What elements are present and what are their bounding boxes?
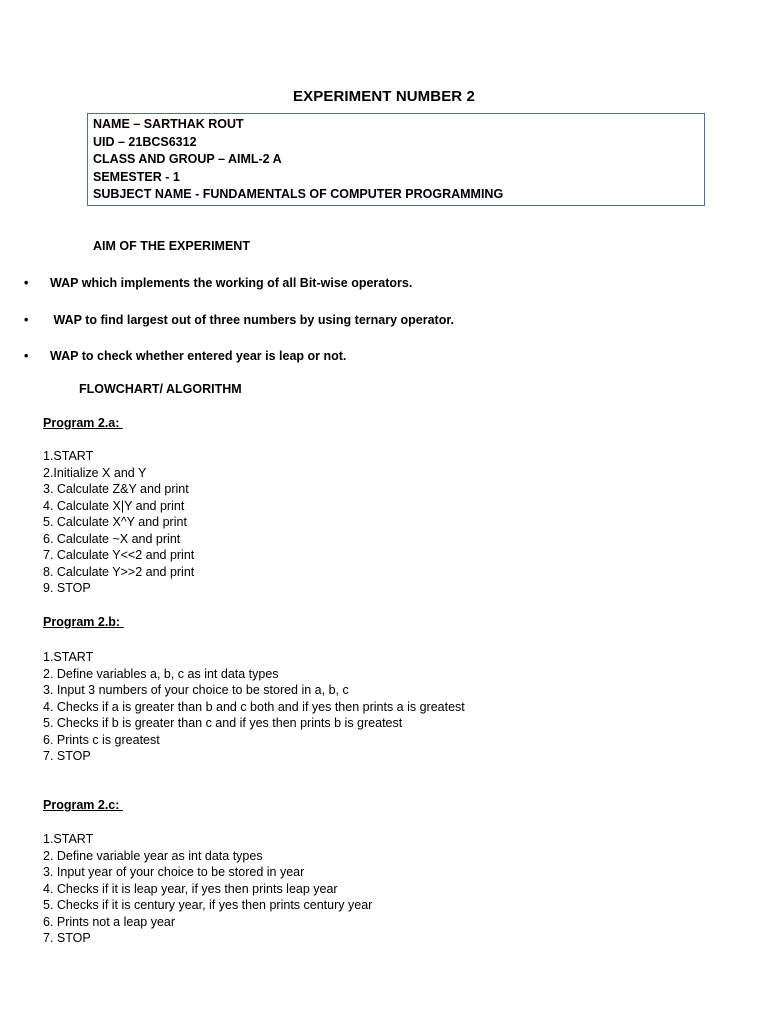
algorithm-step: 3. Input 3 numbers of your choice to be stored in a, b, c — [43, 683, 349, 697]
algorithm-step: 1.START — [43, 650, 94, 664]
info-subject: SUBJECT NAME - FUNDAMENTALS OF COMPUTER PROGRAMMING — [93, 187, 504, 201]
aim-item-text: WAP which implements the working of all Bit-wise operators. — [50, 276, 413, 290]
algorithm-step: 7. STOP — [43, 749, 91, 763]
info-name: NAME – SARTHAK ROUT — [93, 117, 244, 131]
algorithm-step: 6. Calculate ~X and print — [43, 531, 181, 546]
aim-item — [24, 313, 454, 327]
algorithm-step: 3. Calculate Z&Y and print — [43, 482, 189, 496]
bullet-icon: • — [24, 349, 29, 363]
algorithm-step: 1.START — [43, 449, 94, 463]
student-info-box — [87, 113, 705, 206]
algorithm-step: 4. Calculate X|Y and print — [43, 498, 185, 513]
page-title: EXPERIMENT NUMBER 2 — [293, 88, 475, 105]
info-uid: UID – 21BCS6312 — [93, 134, 197, 149]
program-heading: Program 2.c: — [43, 798, 123, 812]
program-heading: Program 2.b: — [43, 615, 124, 629]
aim-item — [24, 276, 412, 290]
algorithm-step: 9. STOP — [43, 581, 91, 595]
info-class-group: CLASS AND GROUP – AIML-2 A — [93, 152, 282, 166]
algorithm-step: 5. Calculate X^Y and print — [43, 515, 187, 529]
algorithm-step: 2. Define variable year as int data types — [43, 848, 263, 863]
aim-item-text: WAP to check whether entered year is leap or not. — [50, 349, 347, 363]
algorithm-step: 2. Define variables a, b, c as int data types — [43, 666, 279, 681]
flowchart-heading: FLOWCHART/ ALGORITHM — [79, 382, 242, 396]
algorithm-step: 8. Calculate Y>>2 and print — [43, 564, 195, 579]
bullet-icon: • — [24, 276, 29, 290]
algorithm-step: 5. Checks if it is century year, if yes then prints century year — [43, 898, 373, 912]
aim-item — [24, 349, 346, 363]
program-steps-c — [43, 831, 372, 947]
program-steps-b — [43, 649, 465, 765]
program-steps-a — [43, 448, 194, 597]
algorithm-step: 4. Checks if it is leap year, if yes then prints leap year — [43, 881, 338, 896]
algorithm-step: 7. STOP — [43, 931, 91, 945]
algorithm-step: 6. Prints c is greatest — [43, 732, 160, 747]
info-semester: SEMESTER - 1 — [93, 169, 180, 184]
aim-item-text: WAP to find largest out of three numbers by using ternary operator. — [50, 313, 454, 327]
algorithm-step: 1.START — [43, 832, 94, 846]
algorithm-step: 3. Input year of your choice to be stored in year — [43, 865, 305, 879]
program-heading: Program 2.a: — [43, 416, 123, 430]
bullet-icon: • — [24, 313, 29, 327]
algorithm-step: 2.Initialize X and Y — [43, 465, 147, 480]
algorithm-step: 5. Checks if b is greater than c and if yes then prints b is greatest — [43, 716, 403, 730]
aim-heading: AIM OF THE EXPERIMENT — [93, 239, 250, 253]
algorithm-step: 4. Checks if a is greater than b and c both and if yes then prints a is greatest — [43, 699, 465, 714]
algorithm-step: 7. Calculate Y<<2 and print — [43, 548, 195, 562]
algorithm-step: 6. Prints not a leap year — [43, 914, 176, 929]
